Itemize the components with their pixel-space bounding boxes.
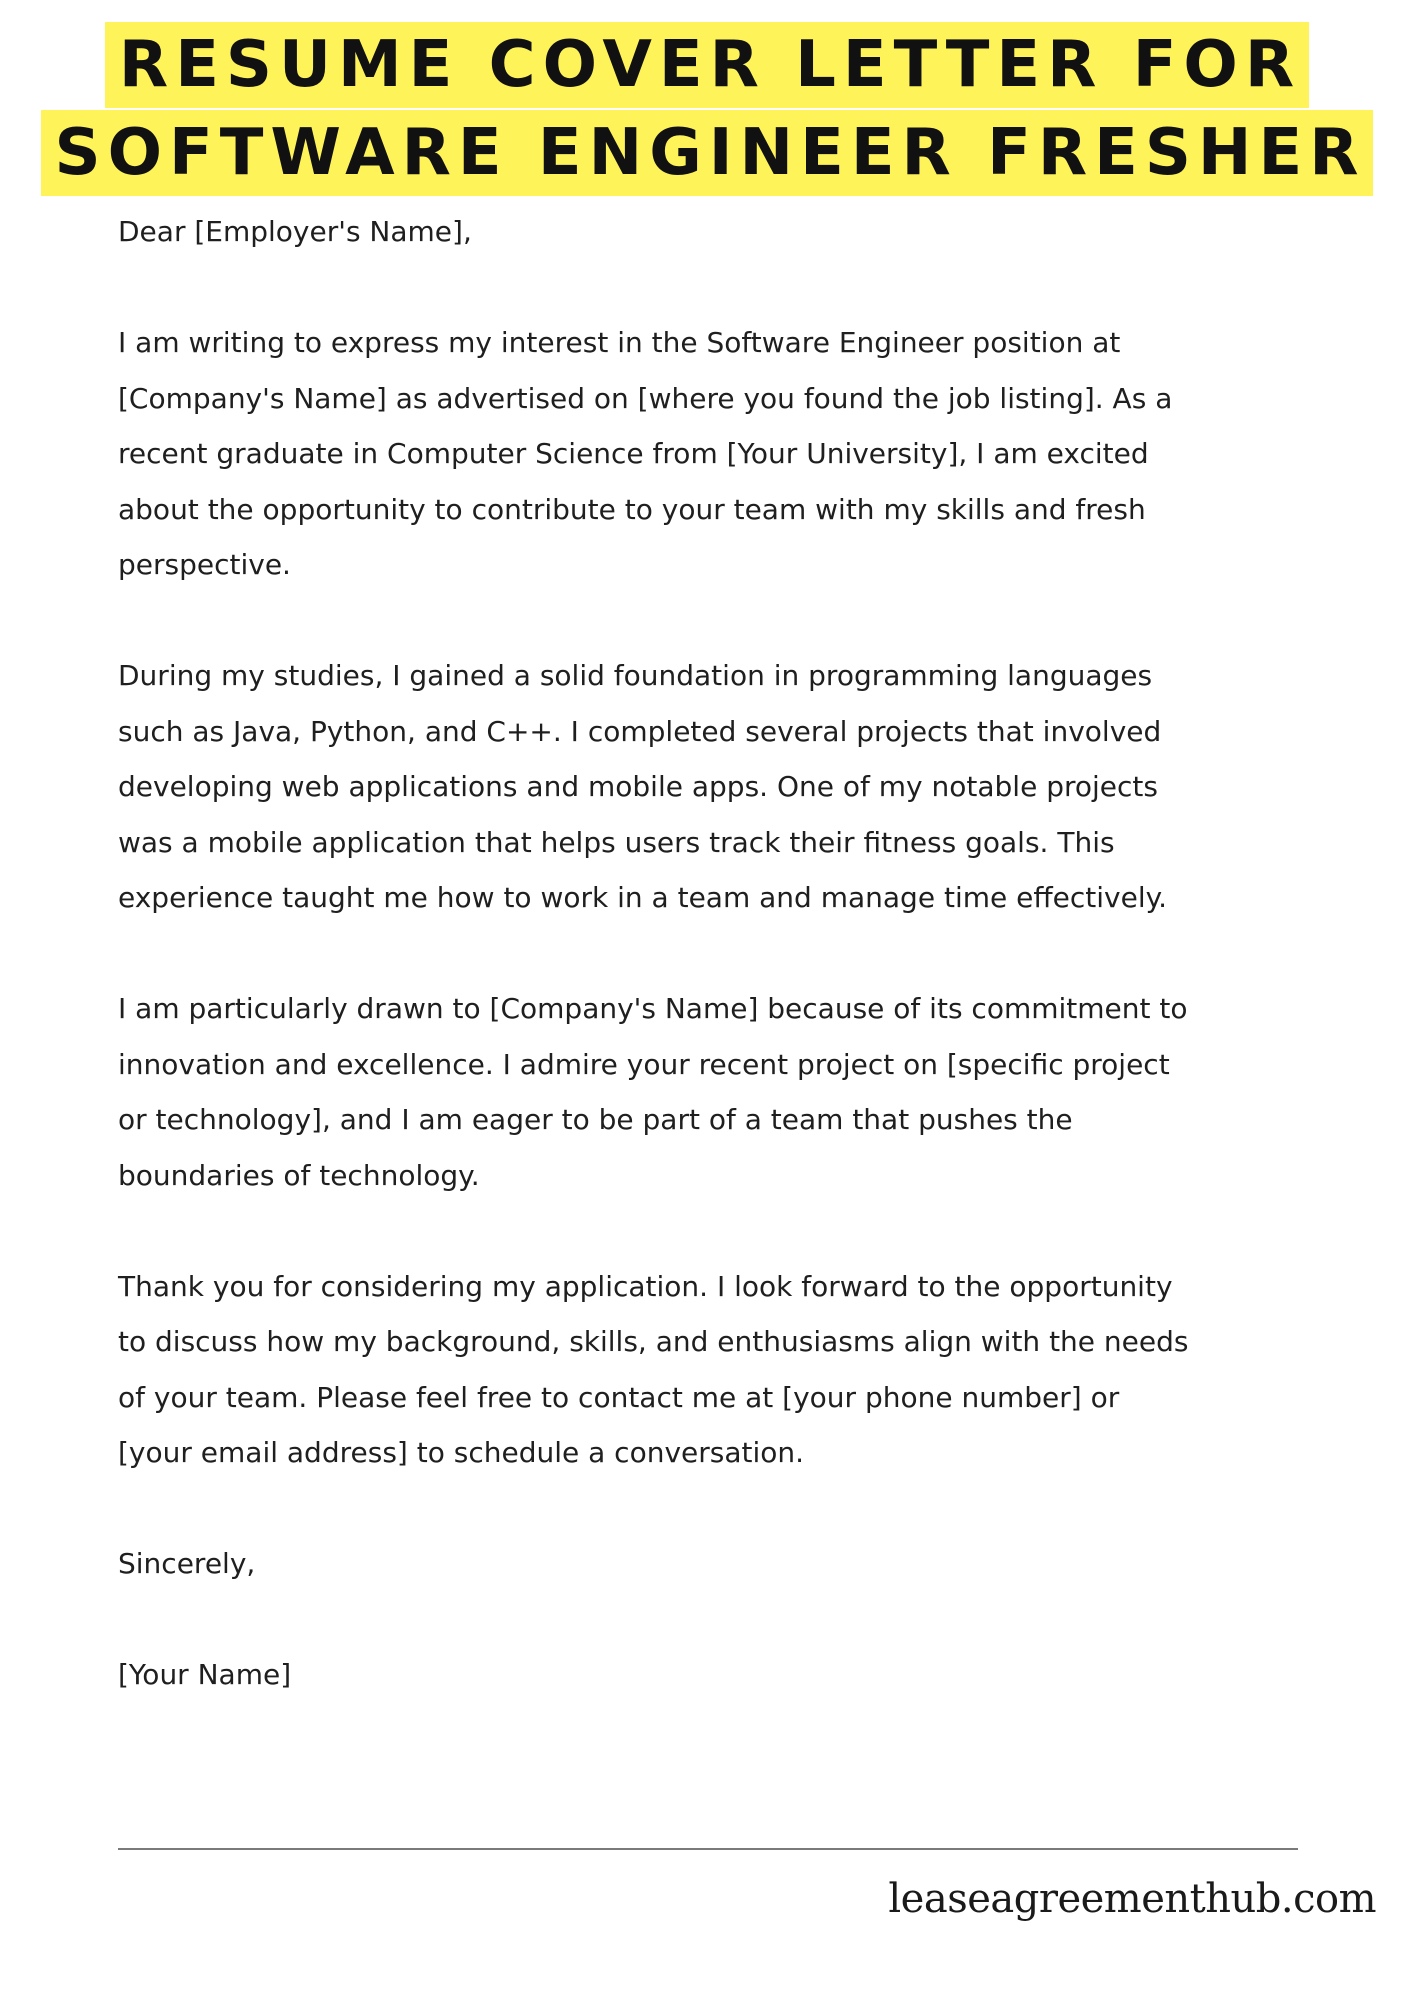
letter-body <box>118 204 1318 1758</box>
paragraph-line: experience taught me how to work in a team and manage time effectively. <box>118 881 1168 914</box>
salutation: Dear [Employer's Name], <box>118 215 472 248</box>
paragraph-line: innovation and excellence. I admire your recent project on [specific project <box>118 1047 1170 1081</box>
paragraph-line: During my studies, I gained a solid foundation in programming languages <box>118 659 1153 692</box>
paragraph-line: I am particularly drawn to [Company's Name] because of its commitment to <box>118 992 1188 1025</box>
paragraph-line: recent graduate in Computer Science from [Your University], I am excited <box>118 437 1149 470</box>
paragraph-2 <box>118 648 1318 926</box>
paragraph-1 <box>118 315 1318 593</box>
paragraph-line: of your team. Please feel free to contact me at [your phone number] or <box>118 1380 1120 1414</box>
paragraph-line: such as Java, Python, and C++. I completed several projects that involved <box>118 714 1162 748</box>
paragraph-line: [your email address] to schedule a conversation. <box>118 1436 805 1469</box>
paragraph-line: or technology], and I am eager to be part of a team that pushes the <box>118 1103 1073 1136</box>
title-line-1: RESUME COVER LETTER FOR <box>105 22 1309 108</box>
footer-divider <box>118 1848 1298 1850</box>
paragraph-line: perspective. <box>118 548 291 581</box>
paragraph-line: [Company's Name] as advertised on [where you found the job listing]. As a <box>118 381 1173 415</box>
title-line-2: SOFTWARE ENGINEER FRESHER <box>41 110 1374 196</box>
paragraph-line: I am writing to express my interest in the Software Engineer position at <box>118 326 1121 359</box>
paragraph-line: boundaries of technology. <box>118 1158 480 1192</box>
paragraph-line: to discuss how my background, skills, and enthusiasms align with the needs <box>118 1325 1189 1358</box>
signature: [Your Name] <box>118 1658 292 1691</box>
document-title <box>0 22 1414 198</box>
paragraph-line: about the opportunity to contribute to your team with my skills and fresh <box>118 492 1146 526</box>
paragraph-4 <box>118 1259 1318 1481</box>
brand-logo: leaseagreementhub.com <box>888 1876 1376 1922</box>
paragraph-line: developing web applications and mobile apps. One of my notable projects <box>118 770 1158 803</box>
paragraph-3 <box>118 981 1318 1203</box>
closing: Sincerely, <box>118 1547 256 1580</box>
paragraph-line: was a mobile application that helps users track their fitness goals. This <box>118 825 1115 859</box>
paragraph-line: Thank you for considering my application. I look forward to the opportunity <box>118 1269 1173 1303</box>
